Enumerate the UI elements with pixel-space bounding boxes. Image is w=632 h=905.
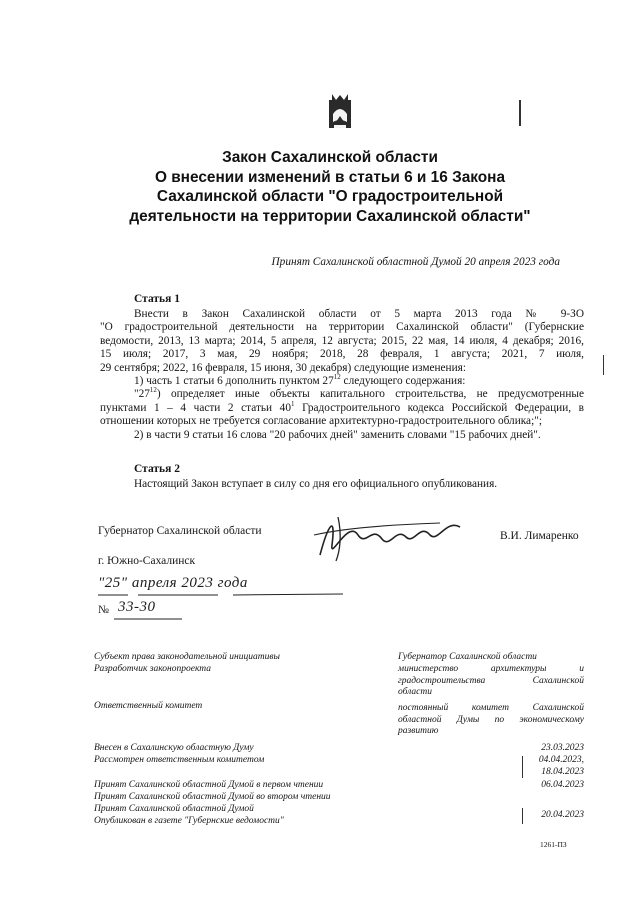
number-underline: [114, 617, 184, 621]
meta-label-subject: Субъект права законодательной инициативы: [94, 652, 280, 662]
title-line: О внесении изменений в статьи 6 и 16 Закона: [154, 168, 506, 186]
scan-mark: [522, 756, 523, 778]
meta-label-committee: Ответственный комитет: [94, 701, 203, 711]
date-adopted: 20.04.2023: [541, 810, 584, 820]
meta-label-adopted: Принят Сахалинской областной Думой: [94, 804, 254, 814]
paragraph-line: 29 сентября; 2022, 16 февраля, 15 июня, 30 декабря) следующие изменения:: [100, 361, 466, 374]
meta-label-published: Опубликован в газете "Губернские ведомости": [94, 816, 284, 826]
signer-position: Губернатор Сахалинской области: [98, 525, 262, 537]
paragraph-line: Настоящий Закон вступает в силу со дня его официального опубликования.: [134, 478, 498, 490]
quote-line: пунктами 1 – 4 части 2 статьи $40^1$ Градостроительного кодекса Российской Федерации, в: [100, 400, 584, 414]
item-2: 2) в части 9 статьи 16 слова "20 рабочих дней" заменить словами "15 рабочих дней".: [134, 428, 541, 441]
law-number: 33-30: [118, 599, 156, 615]
title-line: Закон Сахалинской области: [222, 149, 438, 166]
meta-label-submitted: Внесен в Сахалинскую областную Думу: [94, 743, 254, 753]
meta-value-developer: министерство архитектуры и градостроительства Сахалинской области: [398, 664, 584, 698]
title-line: Сахалинской области "О градостроительной: [156, 188, 504, 205]
document-title: [100, 148, 560, 226]
signing-city: г. Южно-Сахалинск: [98, 555, 196, 567]
date-reviewed-2: 18.04.2023: [541, 767, 584, 777]
meta-label-reviewed: Рассмотрен ответственным комитетом: [94, 755, 265, 765]
paragraph-line: 15 июля; 2017, 3 мая, 29 ноября; 2018, 28 февраля, 1 августа; 2021, 7 июля,: [100, 348, 584, 361]
paragraph-line: Внести в Закон Сахалинской области от 5 марта 2013 года № 9-ЗО: [134, 308, 584, 320]
scan-mark: [519, 100, 521, 126]
meta-value-committee: постоянный комитет Сахалинской областной Думы по экономическому развитию: [398, 703, 584, 737]
scan-mark: [603, 355, 604, 375]
adoption-note: Принят Сахалинской областной Думой 20 апреля 2023 года: [271, 256, 560, 268]
paragraph-line: "О градостроительной деятельности на территории Сахалинской области" (Губернские: [100, 321, 584, 334]
scan-mark: [522, 808, 523, 824]
law-number-prefix: №: [98, 604, 109, 616]
article-2-text: [100, 478, 584, 491]
date-reviewed: 04.04.2023,: [538, 755, 584, 765]
document-code: 1261-ПЗ: [540, 840, 567, 849]
date-underline: [98, 592, 348, 598]
meta-label-developer: Разработчик законопроекта: [94, 664, 212, 674]
coat-of-arms-emblem: [328, 92, 352, 132]
article-1-text: [100, 308, 584, 442]
meta-label-second-reading: Принят Сахалинской областной Думой во втором чтении: [94, 792, 331, 802]
signing-date: "25" апреля 2023 года: [98, 575, 248, 591]
quote-line: "$27^{12}$) определяет иные объекты капитального строительства, не предусмотренные: [134, 386, 584, 401]
signer-name: В.И. Лимаренко: [500, 530, 579, 542]
quote-line: отношении которых не требуется согласование архитектурно-градостроительного облика;";: [100, 415, 542, 428]
item-1: 1) часть 1 статьи 6 дополнить пунктом $27^{12}$ следующего содержания:: [134, 373, 466, 388]
date-submitted: 23.03.2023: [541, 743, 584, 753]
paragraph-line: ведомости, 2013, 13 марта; 2014, 5 апреля, 12 августа; 2015, 22 мая, 14 июля, 4 декабря; 2016,: [100, 334, 584, 347]
article-1-heading: Статья 1: [134, 293, 180, 305]
date-first-reading: 06.04.2023: [541, 780, 584, 790]
title-line: деятельности на территории Сахалинской области": [129, 207, 531, 225]
meta-label-first-reading: Принят Сахалинской областной Думой в первом чтении: [94, 780, 324, 790]
handwritten-signature: [310, 505, 470, 565]
meta-value-subject: Губернатор Сахалинской области: [398, 652, 537, 662]
article-2-heading: Статья 2: [134, 463, 180, 475]
